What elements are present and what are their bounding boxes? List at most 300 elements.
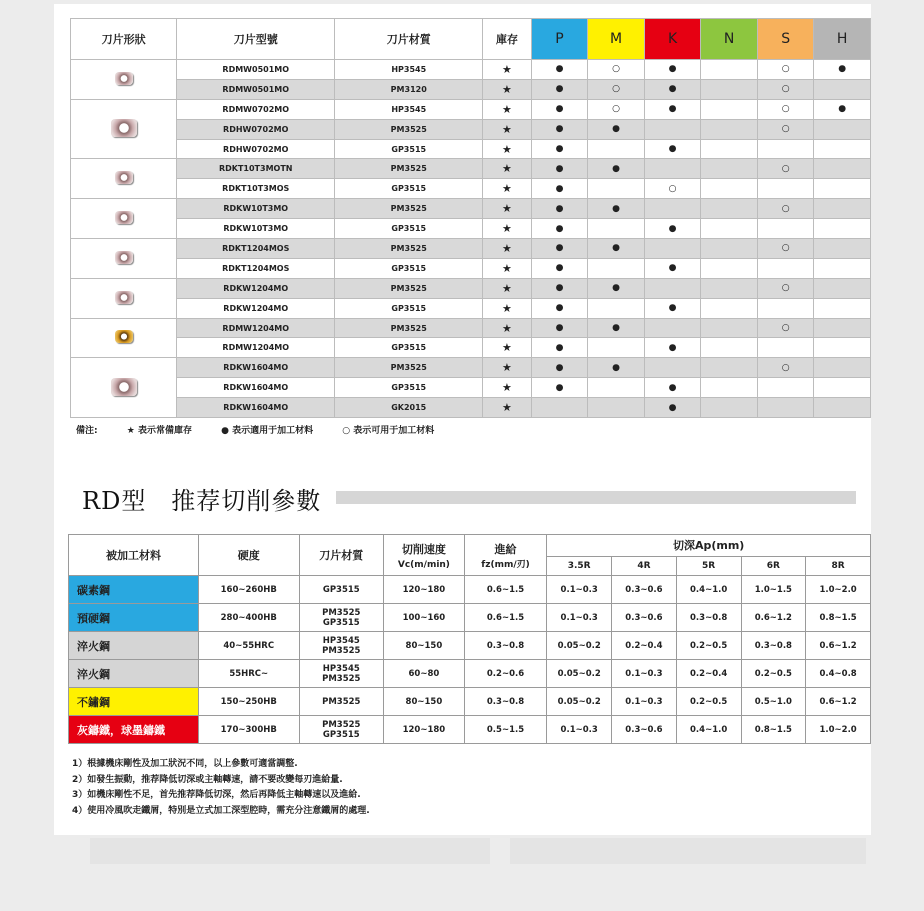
insert-row: [71, 79, 871, 99]
insert-cell: ★: [483, 318, 532, 338]
insert-cell: ●: [644, 219, 701, 239]
insert-cell: ○: [588, 60, 645, 80]
hardness-cell: 160~260HB: [198, 576, 299, 604]
insert-row: [71, 258, 871, 278]
insert-grade: PM3525: [335, 278, 483, 298]
insert-cell: ●: [531, 219, 588, 239]
grade-cell: PM3525 GP3515: [299, 716, 384, 744]
insert-cell: [644, 159, 701, 179]
insert-cell: ★: [483, 199, 532, 219]
round-insert-icon: [111, 119, 137, 137]
insert-model: RDMW1204MO: [177, 318, 335, 338]
insert-cell: [701, 398, 758, 418]
round-insert-icon: [115, 251, 133, 264]
insert-grade: PM3525: [335, 119, 483, 139]
depth-cell: 0.5~1.0: [741, 688, 806, 716]
insert-cell: [701, 278, 758, 298]
insert-model: RDKW1604MO: [177, 358, 335, 378]
insert-cell: ●: [531, 239, 588, 259]
insert-cell: [814, 358, 871, 378]
insert-cell: [814, 159, 871, 179]
header-5: M: [588, 19, 645, 60]
speed-cell: 120~180: [384, 716, 465, 744]
insert-cell: [814, 298, 871, 318]
insert-cell: [588, 338, 645, 358]
insert-cell: [701, 338, 758, 358]
insert-cell: [644, 358, 701, 378]
insert-row: [71, 378, 871, 398]
feed-cell: 0.2~0.6: [464, 660, 547, 688]
insert-row: [71, 298, 871, 318]
speed-cell: 120~180: [384, 576, 465, 604]
depth-col-1: 4R: [612, 556, 677, 575]
insert-cell: [701, 258, 758, 278]
insert-cell: ○: [757, 99, 814, 119]
insert-cell: ●: [588, 199, 645, 219]
insert-cell: ○: [644, 179, 701, 199]
insert-cell: ●: [531, 119, 588, 139]
feed-cell: 0.6~1.5: [464, 576, 547, 604]
insert-row: [71, 179, 871, 199]
insert-cell: ●: [588, 278, 645, 298]
insert-model: RDKW10T3MO: [177, 199, 335, 219]
insert-model: RDMW0501MO: [177, 60, 335, 80]
insert-cell: [701, 159, 758, 179]
insert-model: RDMW0702MO: [177, 99, 335, 119]
grade-cell: PM3525: [299, 688, 384, 716]
insert-row: [71, 219, 871, 239]
depth-col-4: 8R: [806, 556, 871, 575]
insert-cell: ★: [483, 219, 532, 239]
col-feed-unit: fz(mm/刃): [481, 559, 530, 570]
insert-cell: [701, 119, 758, 139]
insert-cell: [701, 60, 758, 80]
depth-cell: 0.6~1.2: [806, 688, 871, 716]
insert-grade: GP3515: [335, 298, 483, 318]
page-shadow: [510, 838, 866, 864]
insert-cell: [588, 219, 645, 239]
legend: [76, 423, 460, 436]
insert-cell: ●: [531, 199, 588, 219]
insert-cell: ★: [483, 298, 532, 318]
insert-cell: [814, 199, 871, 219]
insert-row: [71, 278, 871, 298]
round-insert-icon: [115, 291, 133, 304]
depth-cell: 0.05~0.2: [547, 660, 612, 688]
insert-cell: ●: [531, 378, 588, 398]
insert-cell: [814, 278, 871, 298]
depth-cell: 0.3~0.8: [741, 632, 806, 660]
insert-cell: [588, 378, 645, 398]
insert-model: RDHW0702MO: [177, 119, 335, 139]
insert-model: RDKT1204MOS: [177, 239, 335, 259]
hardness-cell: 55HRC~: [198, 660, 299, 688]
hardness-cell: 40~55HRC: [198, 632, 299, 660]
insert-cell: ★: [483, 79, 532, 99]
insert-cell: ○: [757, 159, 814, 179]
round-insert-icon: [115, 211, 133, 224]
header-8: S: [757, 19, 814, 60]
insert-shape: [71, 318, 177, 358]
insert-cell: [757, 378, 814, 398]
insert-cell: ○: [757, 358, 814, 378]
insert-cell: ●: [644, 298, 701, 318]
depth-cell: 0.4~1.0: [676, 576, 741, 604]
insert-cell: [644, 119, 701, 139]
insert-cell: [531, 398, 588, 418]
insert-grade: GP3515: [335, 338, 483, 358]
insert-row: [71, 338, 871, 358]
insert-cell: ●: [644, 79, 701, 99]
depth-cell: 0.1~0.3: [547, 716, 612, 744]
grade-cell: HP3545 PM3525: [299, 660, 384, 688]
depth-cell: 0.3~0.6: [612, 604, 677, 632]
col-speed-label: 切削速度: [401, 542, 446, 556]
col-feed-label: 進給: [494, 542, 517, 556]
col-feed: [464, 535, 547, 576]
insert-cell: [814, 139, 871, 159]
depth-cell: 0.4~0.8: [806, 660, 871, 688]
header-1: 刀片型號: [177, 19, 335, 60]
insert-cell: ★: [483, 99, 532, 119]
insert-cell: ●: [814, 60, 871, 80]
material-cell: 灰鑄鐵，球墨鑄鐵: [69, 716, 199, 744]
insert-cell: ●: [588, 159, 645, 179]
insert-row: [71, 159, 871, 179]
insert-cell: [757, 219, 814, 239]
insert-grade: GP3515: [335, 258, 483, 278]
insert-cell: [588, 139, 645, 159]
header-4: P: [531, 19, 588, 60]
insert-grade: GP3515: [335, 219, 483, 239]
insert-cell: [701, 318, 758, 338]
insert-cell: [757, 258, 814, 278]
material-cell: 淬火鋼: [69, 660, 199, 688]
insert-cell: [814, 258, 871, 278]
grade-cell: PM3525 GP3515: [299, 604, 384, 632]
insert-cell: [588, 398, 645, 418]
insert-cell: ★: [483, 358, 532, 378]
hardness-cell: 170~300HB: [198, 716, 299, 744]
insert-cell: ○: [757, 60, 814, 80]
insert-cell: [701, 99, 758, 119]
insert-model: RDKT1204MOS: [177, 258, 335, 278]
insert-cell: ●: [644, 60, 701, 80]
insert-cell: [757, 298, 814, 318]
insert-cell: ★: [483, 398, 532, 418]
insert-cell: ○: [588, 99, 645, 119]
insert-cell: [701, 378, 758, 398]
round-insert-icon: [115, 72, 133, 85]
insert-table: [70, 18, 871, 418]
insert-cell: ★: [483, 159, 532, 179]
footnote: 3）如機床剛性不足，首先推荐降低切深，然后再降低主軸轉速以及進給.: [72, 790, 361, 800]
material-cell: 不鏽鋼: [69, 688, 199, 716]
insert-grade: GK2015: [335, 398, 483, 418]
insert-row: [71, 318, 871, 338]
insert-cell: ●: [644, 139, 701, 159]
insert-cell: [588, 179, 645, 199]
depth-cell: 0.3~0.8: [676, 604, 741, 632]
depth-cell: 0.2~0.5: [676, 632, 741, 660]
insert-cell: ●: [531, 139, 588, 159]
insert-cell: ●: [531, 278, 588, 298]
insert-cell: [814, 398, 871, 418]
insert-cell: ●: [644, 398, 701, 418]
insert-model: RDKW10T3MO: [177, 219, 335, 239]
header-6: K: [644, 19, 701, 60]
insert-cell: ●: [588, 239, 645, 259]
insert-grade: PM3525: [335, 318, 483, 338]
depth-cell: 0.2~0.5: [676, 688, 741, 716]
insert-cell: ○: [757, 79, 814, 99]
speed-cell: 80~150: [384, 632, 465, 660]
gold-insert-icon: [115, 330, 133, 343]
insert-cell: [757, 179, 814, 199]
insert-cell: [701, 298, 758, 318]
depth-cell: 1.0~2.0: [806, 576, 871, 604]
insert-cell: [588, 258, 645, 278]
insert-grade: GP3515: [335, 378, 483, 398]
cutting-row: [69, 576, 871, 604]
insert-cell: ○: [588, 79, 645, 99]
insert-cell: [644, 318, 701, 338]
page-shadow: [90, 838, 490, 864]
depth-cell: 0.6~1.2: [806, 632, 871, 660]
depth-cell: 0.1~0.3: [547, 576, 612, 604]
insert-model: RDKT10T3MOTN: [177, 159, 335, 179]
depth-cell: 0.2~0.4: [612, 632, 677, 660]
insert-grade: HP3545: [335, 60, 483, 80]
header-2: 刀片材質: [335, 19, 483, 60]
hardness-cell: 280~400HB: [198, 604, 299, 632]
depth-cell: 0.05~0.2: [547, 632, 612, 660]
insert-shape: [71, 99, 177, 159]
insert-model: RDKW1204MO: [177, 278, 335, 298]
insert-cell: ★: [483, 119, 532, 139]
insert-shape: [71, 159, 177, 199]
depth-col-0: 3.5R: [547, 556, 612, 575]
insert-grade: PM3525: [335, 199, 483, 219]
insert-cell: [757, 338, 814, 358]
depth-cell: 0.1~0.3: [612, 660, 677, 688]
insert-cell: ●: [531, 318, 588, 338]
insert-cell: ★: [483, 179, 532, 199]
insert-shape: [71, 60, 177, 100]
insert-model: RDMW0501MO: [177, 79, 335, 99]
cutting-row: [69, 688, 871, 716]
grade-cell: HP3545 PM3525: [299, 632, 384, 660]
speed-cell: 60~80: [384, 660, 465, 688]
insert-grade: PM3525: [335, 159, 483, 179]
insert-cell: [814, 79, 871, 99]
cutting-row: [69, 632, 871, 660]
insert-cell: [644, 199, 701, 219]
insert-cell: ●: [531, 298, 588, 318]
depth-cell: 1.0~1.5: [741, 576, 806, 604]
insert-cell: ●: [588, 119, 645, 139]
depth-cell: 0.2~0.5: [741, 660, 806, 688]
insert-cell: [588, 298, 645, 318]
depth-cell: 0.1~0.3: [612, 688, 677, 716]
insert-cell: [701, 199, 758, 219]
footnote: 1）根據機床剛性及加工狀況不同，以上參數可適當調整.: [72, 759, 298, 769]
header-3: 庫存: [483, 19, 532, 60]
material-cell: 淬火鋼: [69, 632, 199, 660]
insert-cell: [814, 179, 871, 199]
insert-cell: ●: [531, 159, 588, 179]
insert-shape: [71, 239, 177, 279]
insert-cell: ○: [757, 278, 814, 298]
header-0: 刀片形狀: [71, 19, 177, 60]
insert-cell: ★: [483, 139, 532, 159]
depth-col-3: 6R: [741, 556, 806, 575]
depth-cell: 0.2~0.4: [676, 660, 741, 688]
title-bar: [336, 491, 856, 504]
insert-grade: PM3120: [335, 79, 483, 99]
depth-cell: 0.8~1.5: [806, 604, 871, 632]
feed-cell: 0.6~1.5: [464, 604, 547, 632]
col-material: 被加工材料: [69, 535, 199, 576]
material-cell: 碳素鋼: [69, 576, 199, 604]
insert-cell: ★: [483, 239, 532, 259]
round-insert-icon: [111, 378, 137, 396]
insert-cell: ●: [644, 338, 701, 358]
insert-cell: [814, 378, 871, 398]
insert-cell: ●: [644, 258, 701, 278]
insert-cell: [644, 239, 701, 259]
cutting-row: [69, 716, 871, 744]
insert-model: RDKW1204MO: [177, 298, 335, 318]
insert-cell: ●: [531, 338, 588, 358]
insert-cell: [814, 338, 871, 358]
insert-cell: ●: [644, 378, 701, 398]
insert-row: [71, 119, 871, 139]
depth-cell: 0.8~1.5: [741, 716, 806, 744]
depth-cell: 0.1~0.3: [547, 604, 612, 632]
insert-cell: ★: [483, 60, 532, 80]
insert-model: RDKW1604MO: [177, 398, 335, 418]
insert-cell: ○: [757, 318, 814, 338]
insert-cell: [757, 139, 814, 159]
insert-table-header: [71, 19, 871, 60]
insert-cell: ★: [483, 378, 532, 398]
insert-model: RDKW1604MO: [177, 378, 335, 398]
insert-cell: [701, 179, 758, 199]
insert-cell: [814, 219, 871, 239]
insert-shape: [71, 358, 177, 418]
col-grade: 刀片材質: [299, 535, 384, 576]
footnote: 4）使用冷風吹走鐵屑，特別是立式加工深型腔時，需充分注意鐵屑的處理.: [72, 805, 370, 816]
insert-cell: ★: [483, 278, 532, 298]
legend-suitable: ● 表示適用于加工材料: [221, 426, 314, 436]
catalog-page: [54, 4, 871, 835]
insert-model: RDKT10T3MOS: [177, 179, 335, 199]
speed-cell: 80~150: [384, 688, 465, 716]
insert-row: [71, 139, 871, 159]
insert-cell: ●: [531, 258, 588, 278]
insert-cell: ●: [531, 99, 588, 119]
depth-cell: 1.0~2.0: [806, 716, 871, 744]
insert-cell: ●: [588, 318, 645, 338]
feed-cell: 0.5~1.5: [464, 716, 547, 744]
speed-cell: 100~160: [384, 604, 465, 632]
header-7: N: [701, 19, 758, 60]
feed-cell: 0.3~0.8: [464, 688, 547, 716]
insert-row: [71, 99, 871, 119]
insert-cell: [814, 119, 871, 139]
header-9: H: [814, 19, 871, 60]
insert-row: [71, 239, 871, 259]
round-insert-icon: [115, 171, 133, 184]
insert-grade: PM3525: [335, 358, 483, 378]
insert-cell: ●: [814, 99, 871, 119]
insert-grade: HP3545: [335, 99, 483, 119]
insert-cell: ●: [531, 179, 588, 199]
insert-model: RDMW1204MO: [177, 338, 335, 358]
legend-label: 備注:: [76, 426, 98, 436]
insert-cell: ●: [531, 60, 588, 80]
insert-row: [71, 199, 871, 219]
insert-grade: GP3515: [335, 139, 483, 159]
insert-cell: ●: [531, 358, 588, 378]
insert-row: [71, 398, 871, 418]
legend-stock: ★ 表示常備庫存: [126, 426, 192, 436]
cutting-row: [69, 660, 871, 688]
insert-cell: ○: [757, 199, 814, 219]
col-speed-unit: Vc(m/min): [397, 559, 450, 570]
insert-cell: ●: [531, 79, 588, 99]
insert-cell: [701, 219, 758, 239]
depth-col-2: 5R: [676, 556, 741, 575]
insert-grade: GP3515: [335, 179, 483, 199]
grade-cell: GP3515: [299, 576, 384, 604]
cutting-table: [68, 534, 871, 744]
col-hardness: 硬度: [198, 535, 299, 576]
insert-row: [71, 358, 871, 378]
section-title: RD型 推荐切削參數: [82, 487, 322, 515]
depth-cell: 0.6~1.2: [741, 604, 806, 632]
insert-cell: ●: [644, 99, 701, 119]
insert-shape: [71, 199, 177, 239]
insert-cell: [701, 358, 758, 378]
feed-cell: 0.3~0.8: [464, 632, 547, 660]
insert-cell: ○: [757, 239, 814, 259]
cutting-row: [69, 604, 871, 632]
insert-cell: [814, 239, 871, 259]
insert-cell: ●: [588, 358, 645, 378]
hardness-cell: 150~250HB: [198, 688, 299, 716]
insert-shape: [71, 278, 177, 318]
legend-usable: ○ 表示可用于加工材料: [342, 426, 435, 436]
insert-cell: [757, 398, 814, 418]
insert-cell: [701, 79, 758, 99]
insert-cell: ★: [483, 258, 532, 278]
insert-cell: ★: [483, 338, 532, 358]
depth-cell: 0.4~1.0: [676, 716, 741, 744]
insert-cell: ○: [757, 119, 814, 139]
insert-cell: [701, 239, 758, 259]
footnotes: [72, 757, 370, 819]
footnote: 2）如發生振動，推荐降低切深或主軸轉速，請不要改變每刃進給量.: [72, 774, 343, 785]
col-depth: 切深Ap(mm): [547, 535, 871, 557]
depth-cell: 0.3~0.6: [612, 716, 677, 744]
insert-cell: [701, 139, 758, 159]
insert-cell: [644, 278, 701, 298]
depth-cell: 0.05~0.2: [547, 688, 612, 716]
col-speed: [384, 535, 465, 576]
material-cell: 預硬鋼: [69, 604, 199, 632]
